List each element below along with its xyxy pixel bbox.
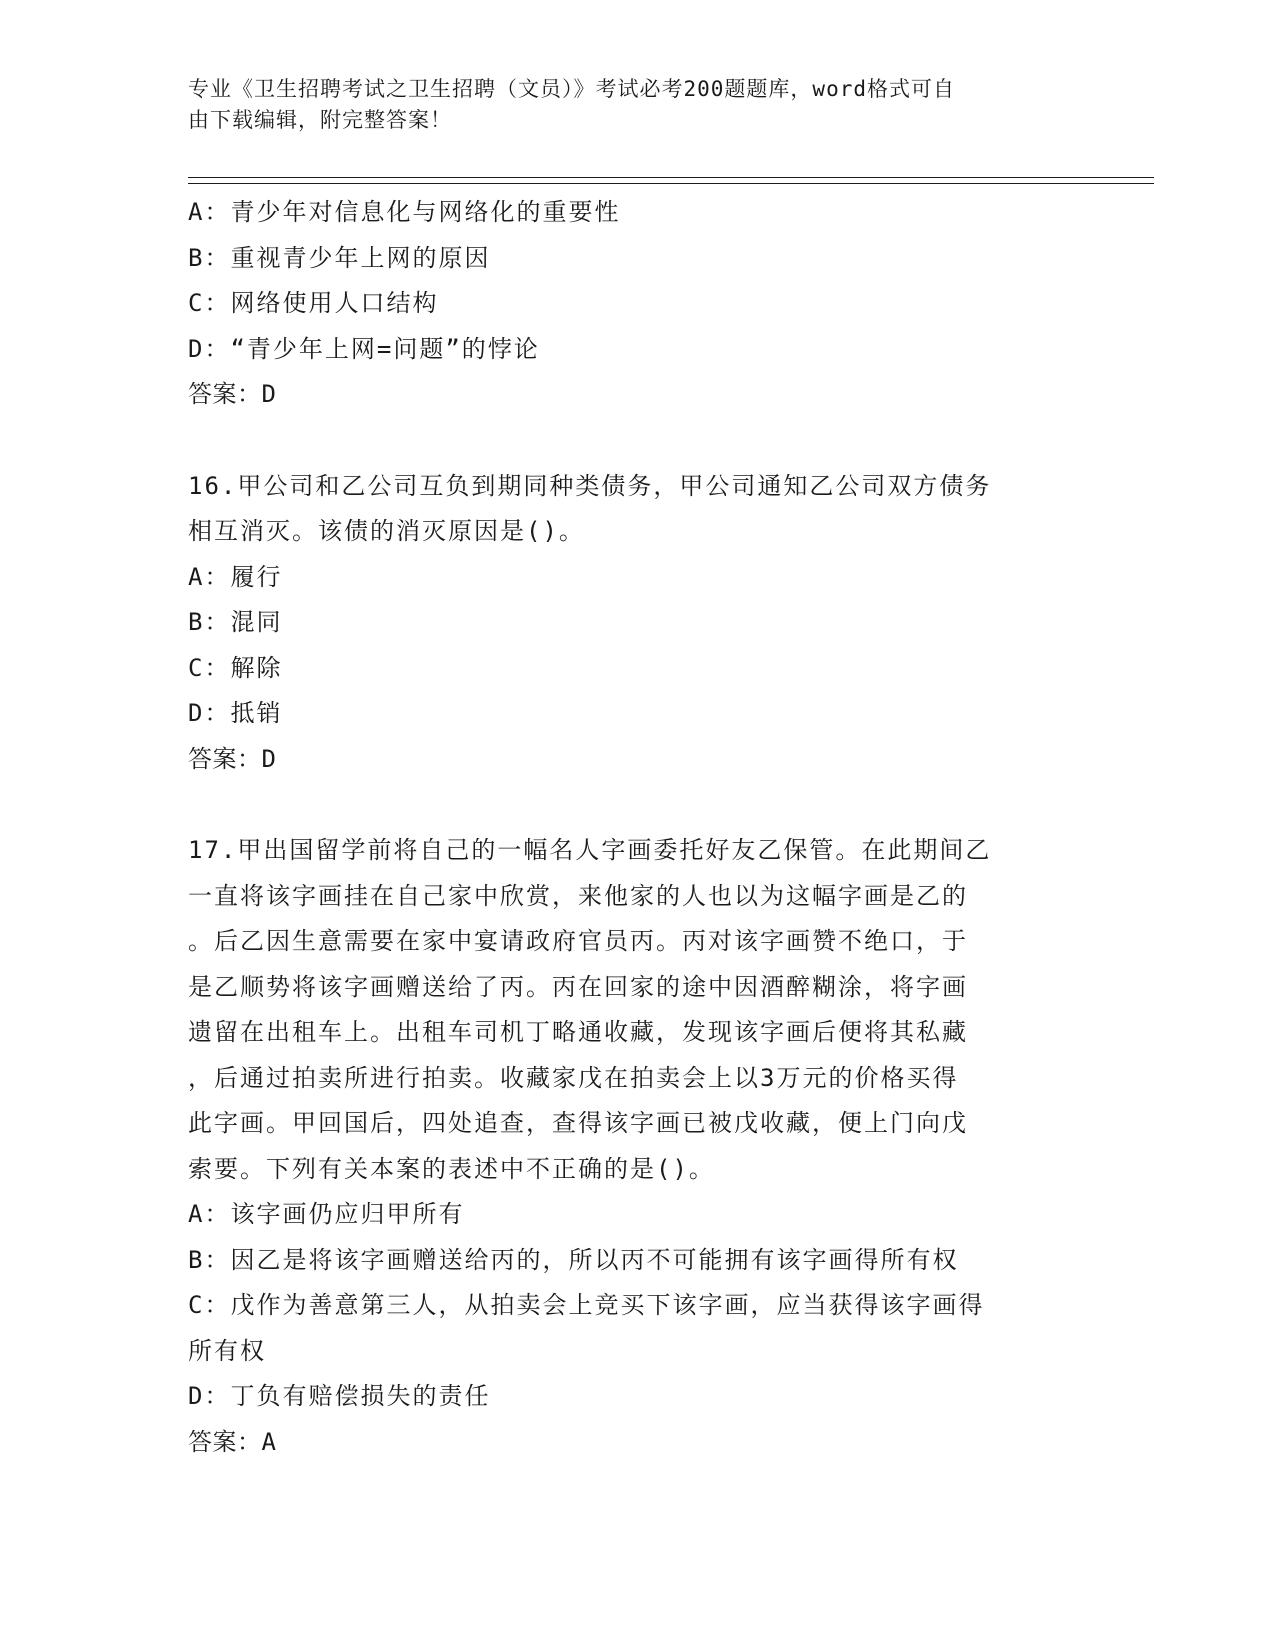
document-header: [188, 74, 1068, 136]
question-16: [188, 464, 1088, 783]
header-line-1: 专业《卫生招聘考试之卫生招聘（文员）》考试必考200题题库，word格式可自: [188, 77, 955, 101]
question-stem-line: 相互消灭。该债的消灭原因是()。: [188, 517, 585, 545]
option-b: B：因乙是将该字画赠送给丙的，所以丙不可能拥有该字画得所有权: [188, 1245, 959, 1274]
spacer: [188, 782, 1088, 828]
option-d: D：抵销: [188, 699, 283, 727]
question-stem-line: ，后通过拍卖所进行拍卖。收藏家戊在拍卖会上以3万元的价格买得: [188, 1063, 959, 1092]
option-b: B：重视青少年上网的原因: [188, 243, 491, 272]
question-stem-line: 16.甲公司和乙公司互负到期同种类债务，甲公司通知乙公司双方债务: [188, 471, 992, 500]
option-a: A：履行: [188, 562, 283, 591]
option-d: D：“青少年上网=问题”的悖论: [188, 334, 540, 363]
question-stem-line: 遗留在出租车上。出租车司机丁略通收藏，发现该字画后便将其私藏: [188, 1018, 968, 1046]
header-divider: [188, 177, 1154, 184]
question-stem-line: 此字画。甲回国后，四处追查，查得该字画已被戊收藏，便上门向戊: [188, 1109, 968, 1137]
option-c-continued: 所有权: [188, 1336, 266, 1365]
question-stem-line: 一直将该字画挂在自己家中欣赏，来他家的人也以为这幅字画是乙的: [188, 881, 968, 910]
header-line-2: 由下载编辑，附完整答案！: [188, 108, 452, 132]
question-15: [188, 190, 1088, 418]
option-c: C：网络使用人口结构: [188, 289, 439, 317]
question-stem-line: 17.甲出国留学前将自己的一幅名人字画委托好友乙保管。在此期间乙: [188, 836, 992, 864]
question-stem-line: 索要。下列有关本案的表述中不正确的是()。: [188, 1154, 715, 1183]
question-stem-line: 。后乙因生意需要在家中宴请政府官员丙。丙对该字画赞不绝口，于: [188, 927, 968, 955]
spacer: [188, 418, 1088, 464]
question-list: [188, 190, 1088, 1465]
question-stem-line: 是乙顺势将该字画赠送给了丙。丙在回家的途中因酒醉糊涂，将字画: [188, 972, 968, 1001]
option-b: B：混同: [188, 608, 283, 636]
option-d: D：丁负有赔偿损失的责任: [188, 1382, 491, 1410]
option-a: A：青少年对信息化与网络化的重要性: [188, 198, 621, 226]
answer: 答案：D: [188, 744, 277, 773]
option-c: C：解除: [188, 653, 283, 682]
option-a: A：该字画仍应归甲所有: [188, 1200, 465, 1228]
question-17: [188, 828, 1088, 1465]
answer: 答案：D: [188, 380, 277, 408]
answer: 答案：A: [188, 1427, 277, 1456]
option-c: C：戊作为善意第三人，从拍卖会上竞买下该字画，应当获得该字画得: [188, 1291, 985, 1319]
